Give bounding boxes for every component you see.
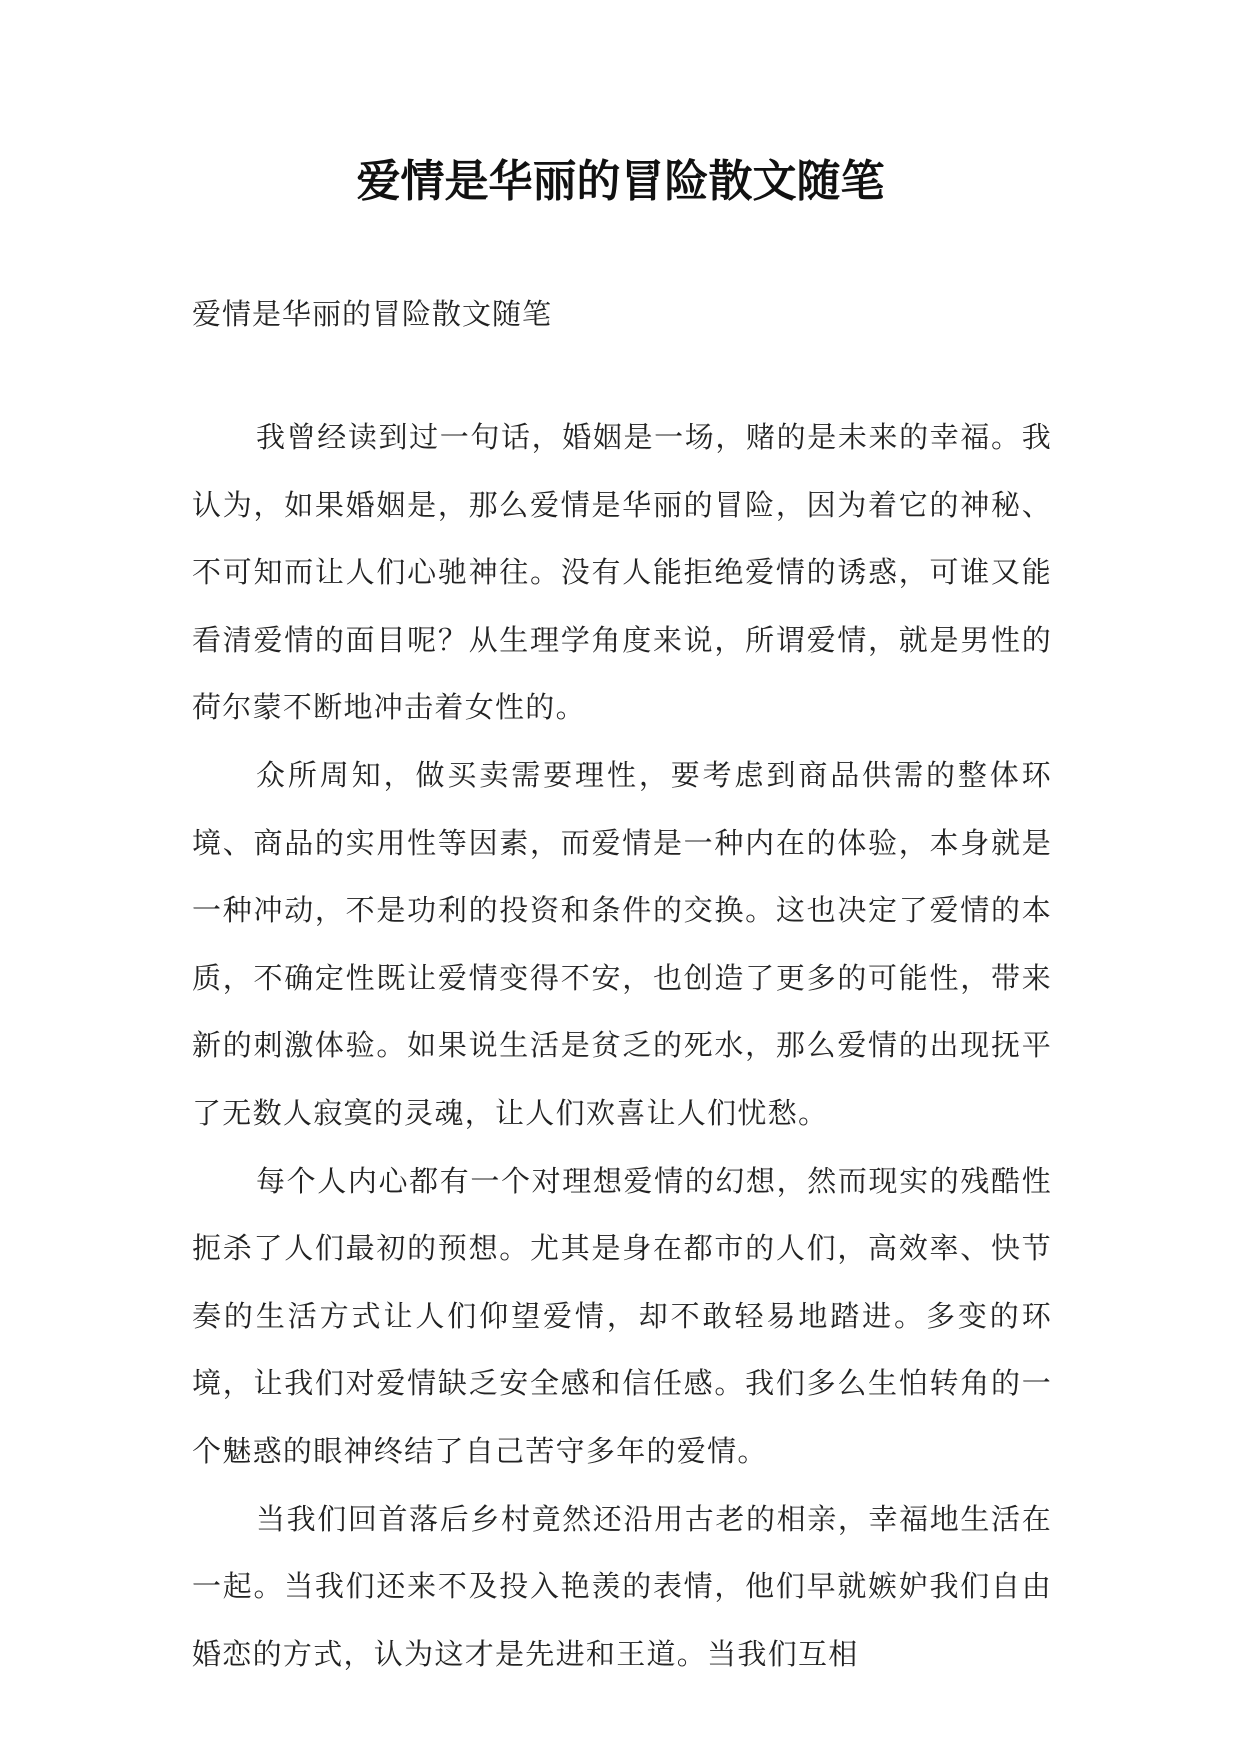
document-title: 爱情是华丽的冒险散文随笔	[356, 156, 885, 207]
paragraph: 我曾经读到过一句话，婚姻是一场，赌的是未来的幸福。我认为，如果婚姻是，那么爱情是华丽的冒险，因为着它的神秘、不可知而让人们心驰神往。没有人能拒绝爱情的诱惑，可谁又能看清爱情的面目呢？从生理学角度来说，所谓爱情，就是男性的荷尔蒙不断地冲击着女性的。	[192, 420, 1052, 725]
document-subtitle: 爱情是华丽的冒险散文随笔	[192, 297, 553, 331]
paragraph: 众所周知，做买卖需要理性，要考虑到商品供需的整体环境、商品的实用性等因素，而爱情是一种内在的体验，本身就是一种冲动，不是功利的投资和条件的交换。这也决定了爱情的本质，不确定性既让爱情变得不安，也创造了更多的可能性，带来新的刺激体验。如果说生活是贫乏的死水，那么爱情的出现抚平了无数人寂寞的灵魂，让人们欢喜让人们忧愁。	[192, 757, 1052, 1130]
document-body	[192, 404, 1052, 1688]
paragraph: 每个人内心都有一个对理想爱情的幻想，然而现实的残酷性扼杀了人们最初的预想。尤其是身在都市的人们，高效率、快节奏的生活方式让人们仰望爱情，却不敢轻易地踏进。多变的环境，让我们对爱情缺乏安全感和信任感。我们多么生怕转角的一个魅惑的眼神终结了自己苦守多年的爱情。	[192, 1163, 1052, 1468]
paragraph: 当我们回首落后乡村竟然还沿用古老的相亲，幸福地生活在一起。当我们还来不及投入艳羡的表情，他们早就嫉妒我们自由婚恋的方式，认为这才是先进和王道。当我们互相	[192, 1501, 1052, 1671]
